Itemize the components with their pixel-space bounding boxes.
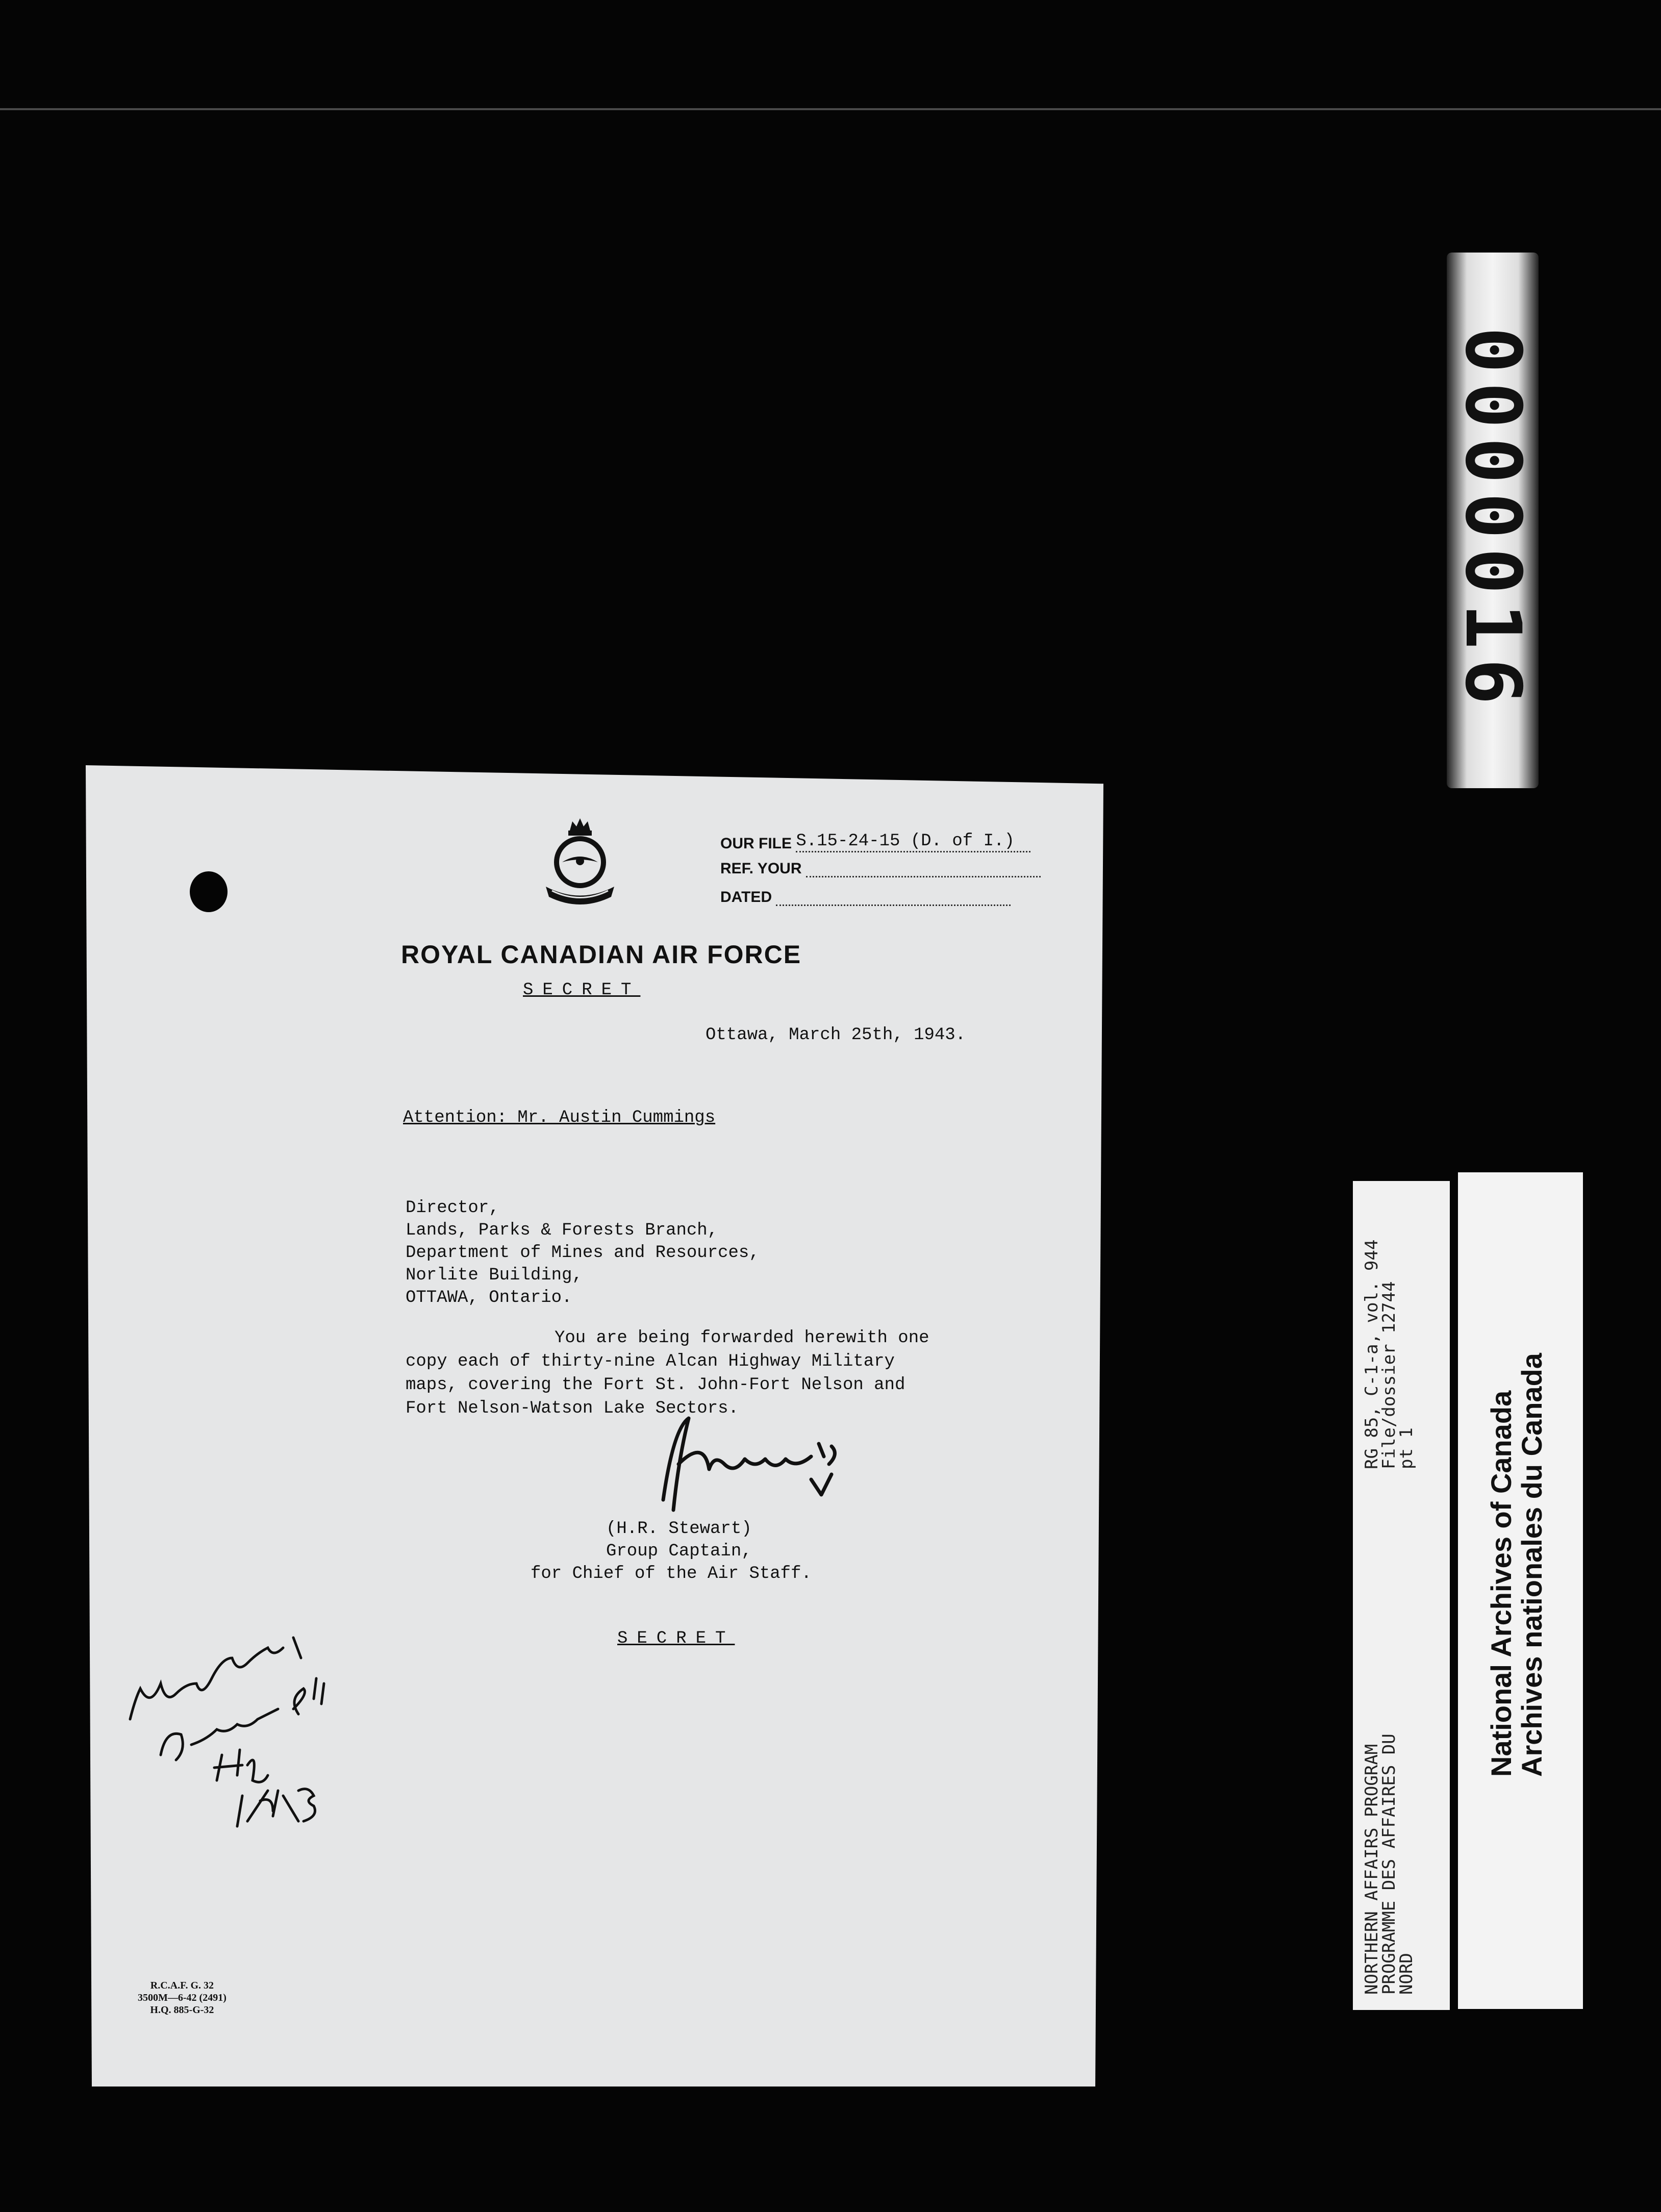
address-line: Norlite Building, (406, 1266, 583, 1285)
archive-reference-strip (1353, 1181, 1450, 2010)
microfilm-frame-edge (0, 108, 1661, 110)
rcaf-crest-icon (542, 815, 618, 912)
signature-block (531, 1518, 812, 1585)
body-line: Fort Nelson-Watson Lake Sectors. (406, 1399, 739, 1418)
form-code (138, 1979, 226, 2016)
body-line: copy each of thirty-nine Alcan Highway Military (406, 1352, 895, 1371)
organization-title: ROYAL CANADIAN AIR FORCE (401, 940, 802, 969)
body-line: You are being forwarded herewith one (555, 1328, 929, 1348)
file-reference-block (720, 832, 1041, 917)
archives-label-strip (1458, 1172, 1583, 2009)
address-block (406, 1197, 760, 1309)
address-line: OTTAWA, Ontario. (406, 1288, 572, 1308)
frame-number: 0000016 (1448, 326, 1537, 714)
attention-line: Attention: Mr. Austin Cummings (403, 1108, 716, 1127)
form-code-line: H.Q. 885-G-32 (150, 2004, 214, 2016)
reference-line-1: RG 85, C-1-a, vol. 944 (1362, 1239, 1382, 1469)
signatory-title: for Chief of the Air Staff. (531, 1564, 812, 1583)
date-line: Ottawa, March 25th, 1943. (706, 1025, 966, 1045)
archives-label-en: National Archives of Canada (1485, 1390, 1517, 1777)
ref-your-label: REF. YOUR (720, 860, 802, 877)
program-line-3: NORD (1396, 1953, 1417, 1995)
letter-body (406, 1326, 929, 1420)
handwritten-note (120, 1627, 365, 1831)
archives-label-fr: Archives nationales du Canada (1516, 1353, 1548, 1777)
frame-number-tab (1447, 253, 1539, 788)
reference-line-3: pt 1 (1396, 1427, 1417, 1469)
reference-line-2: File/dossier 12744 (1379, 1281, 1399, 1469)
address-line: Director, (406, 1198, 499, 1218)
signatory-rank: Group Captain, (606, 1542, 752, 1561)
address-line: Department of Mines and Resources, (406, 1243, 760, 1263)
our-file-label: OUR FILE (720, 835, 792, 852)
ref-your-value (806, 876, 1041, 877)
dated-value (776, 904, 1011, 906)
address-line: Lands, Parks & Forests Branch, (406, 1221, 718, 1240)
punch-hole (190, 871, 228, 912)
classification-bottom: SECRET (617, 1629, 735, 1648)
form-code-line: 3500M—6-42 (2491) (138, 1992, 226, 2003)
body-line: maps, covering the Fort St. John-Fort Nelson and (406, 1375, 905, 1395)
dated-label: DATED (720, 889, 772, 906)
handwritten-signature (643, 1408, 872, 1525)
classification-top: SECRET (523, 981, 641, 1000)
form-code-line: R.C.A.F. G. 32 (150, 1980, 214, 1991)
our-file-value: S.15-24-15 (D. of I.) (796, 832, 1030, 852)
program-line-2: PROGRAMME DES AFFAIRES DU (1379, 1733, 1399, 1995)
program-line-1: NORTHERN AFFAIRS PROGRAM (1362, 1744, 1382, 1995)
signatory-name: (H.R. Stewart) (606, 1519, 752, 1539)
